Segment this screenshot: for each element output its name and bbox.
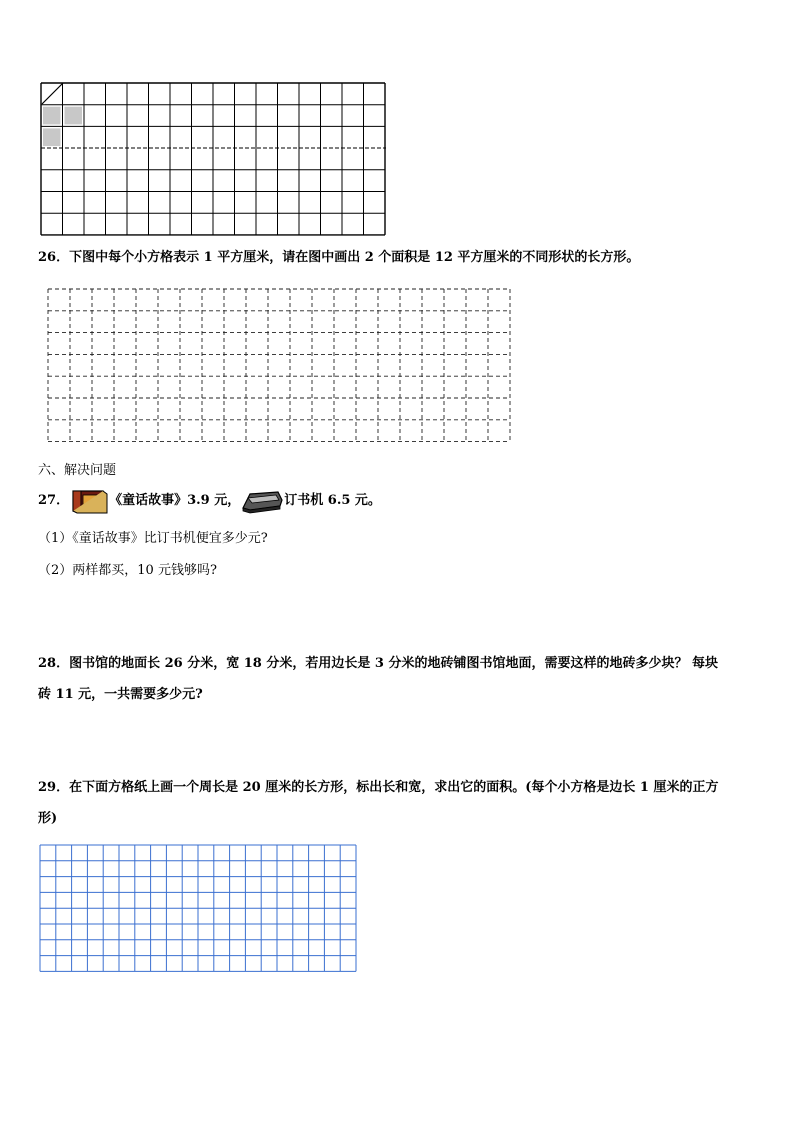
question-26-text: 下图中每个小方格表示 1 平方厘米，请在图中画出 2 个面积是 12 平方厘米的不同形状的长方形。 bbox=[69, 250, 640, 265]
stapler-icon bbox=[240, 488, 284, 514]
book-price-text: 《童话故事》3.9 元， bbox=[109, 493, 241, 508]
diagonal-line bbox=[42, 83, 63, 104]
shaded-cell bbox=[43, 107, 61, 125]
dashed-grid-lines bbox=[48, 289, 510, 442]
shaded-cell bbox=[43, 128, 61, 146]
question-27-number: 27． bbox=[38, 493, 70, 508]
question-29-line-2: 形) bbox=[38, 811, 58, 826]
book-icon bbox=[69, 488, 109, 514]
question-28-line-2: 砖 11 元，一共需要多少元? bbox=[38, 687, 203, 702]
grid-lines bbox=[41, 83, 385, 235]
blue-square-grid bbox=[39, 844, 359, 974]
question-27-sub-1: （1）《童话故事》比订书机便宜多少元? bbox=[38, 531, 268, 546]
square-grid-1 bbox=[40, 82, 390, 238]
section-6-title: 六、解决问题 bbox=[38, 463, 117, 478]
question-28-line-1: 28．图书馆的地面长 26 分米，宽 18 分米，若用边长是 3 分米的地砖铺图书馆地面，需要这样的地砖多少块？ 每块 bbox=[38, 656, 718, 671]
question-26 bbox=[38, 249, 639, 267]
question-27-sub-2: （2）两样都买，10 元钱够吗? bbox=[38, 563, 217, 578]
question-29-line-1: 29．在下面方格纸上画一个周长是 20 厘米的长方形，标出长和宽，求出它的面积。(每个小方格是边长 1 厘米的正方 bbox=[38, 780, 719, 795]
question-27 bbox=[38, 488, 381, 514]
blue-grid-lines bbox=[40, 845, 356, 971]
dashed-square-grid bbox=[47, 288, 517, 446]
question-26-number: 26． bbox=[38, 250, 70, 265]
shaded-cell bbox=[65, 107, 83, 125]
stapler-price-text: 订书机 6.5 元。 bbox=[284, 493, 381, 508]
